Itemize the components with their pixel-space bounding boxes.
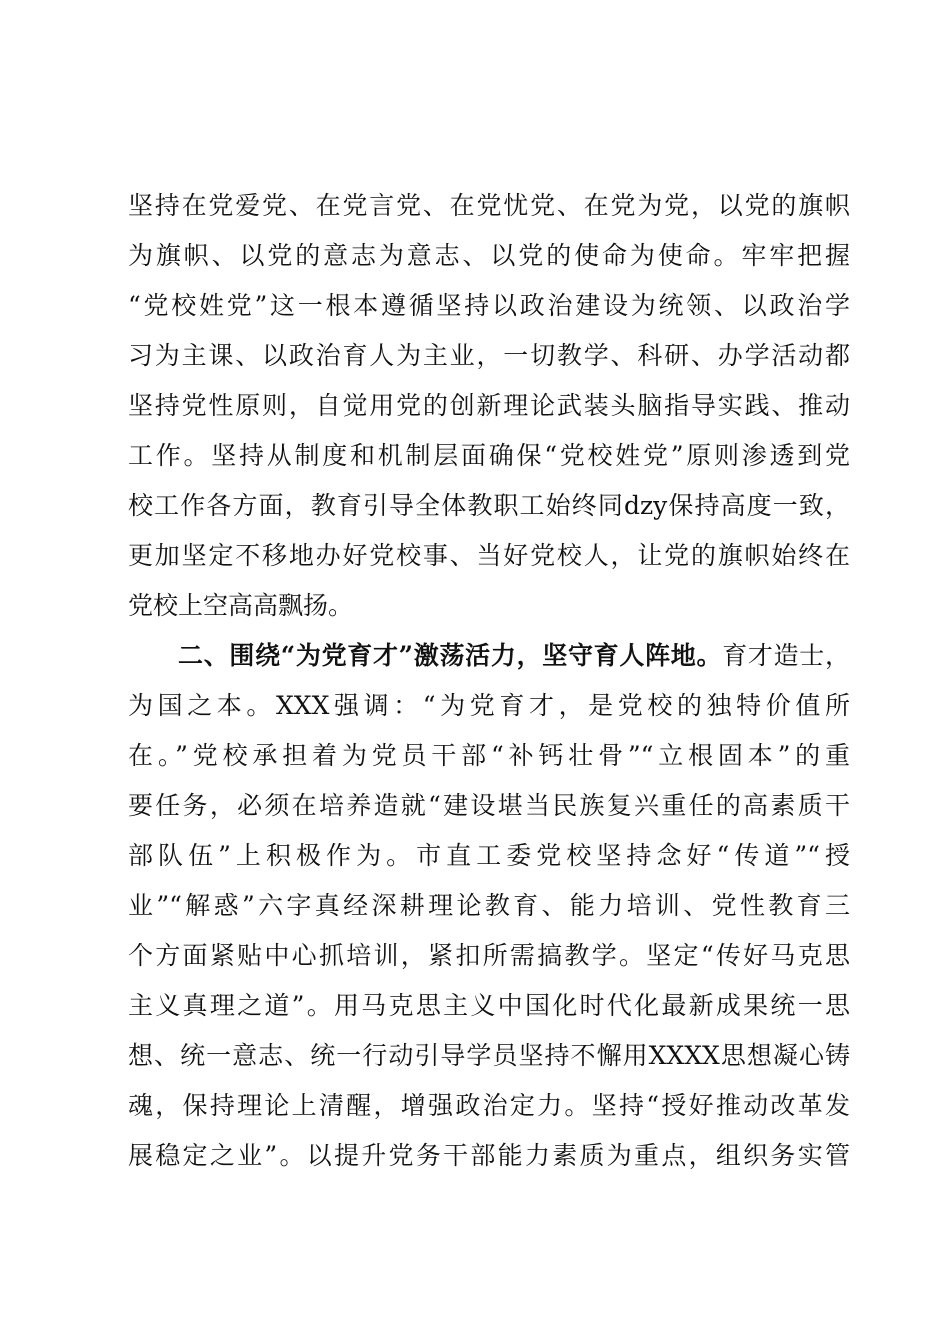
text-line: 想、统一意志、统一行动引导学员坚持不懈用XXXX思想凝心铸: [128, 1041, 850, 1070]
text-line: “党校姓党”这一根本遵循坚持以政治建设为统领、以政治学: [128, 291, 850, 320]
text-line: 习为主课、以政治育人为主业，一切教学、科研、办学活动都: [128, 341, 850, 370]
text-line: 校工作各方面，教育引导全体教职工始终同dzy保持高度一致，: [128, 491, 850, 520]
text-line: 为国之本。XXX强调：“为党育才，是党校的独特价值所: [128, 691, 850, 720]
paragraph-party-loyalty: [128, 181, 850, 631]
text-line: 党校上空高高飘扬。: [128, 591, 354, 620]
text-line: 工作。坚持从制度和机制层面确保“党校姓党”原则渗透到党: [128, 441, 850, 470]
text-line: 部队伍”上积极作为。市直工委党校坚持念好“传道”“授: [128, 841, 851, 870]
heading-line: [128, 631, 850, 681]
paragraph-cultivate-talent: [128, 631, 850, 1181]
text-line: 更加坚定不移地办好党校事、当好党校人，让党的旗帜始终在: [128, 541, 850, 570]
text-line: 个方面紧贴中心抓培训，紧扣所需搞教学。坚定“传好马克思: [128, 941, 850, 970]
text-line: 业”“解惑”六字真经深耕理论教育、能力培训、党性教育三: [128, 891, 850, 920]
heading-line-rest: 育才造士，: [722, 641, 850, 670]
section-heading: 二、围绕“为党育才”激荡活力，坚守育人阵地。: [178, 641, 723, 670]
text-line: 展稳定之业”。以提升党务干部能力素质为重点，组织务实管: [128, 1141, 850, 1170]
text-line: 坚持党性原则，自觉用党的创新理论武装头脑指导实践、推动: [128, 391, 850, 420]
text-line: 坚持在党爱党、在党言党、在党忧党、在党为党，以党的旗帜: [128, 191, 850, 220]
text-line: 在。”党校承担着为党员干部“补钙壮骨”“立根固本”的重: [128, 741, 850, 770]
text-line: 魂，保持理论上清醒，增强政治定力。坚持“授好推动改革发: [128, 1091, 850, 1120]
text-line: 为旗帜、以党的意志为意志、以党的使命为使命。牢牢把握: [128, 241, 850, 270]
text-line: 主义真理之道”。用马克思主义中国化时代化最新成果统一思: [128, 991, 850, 1020]
text-line: 要任务，必须在培养造就“建设堪当民族复兴重任的高素质干: [128, 791, 850, 820]
